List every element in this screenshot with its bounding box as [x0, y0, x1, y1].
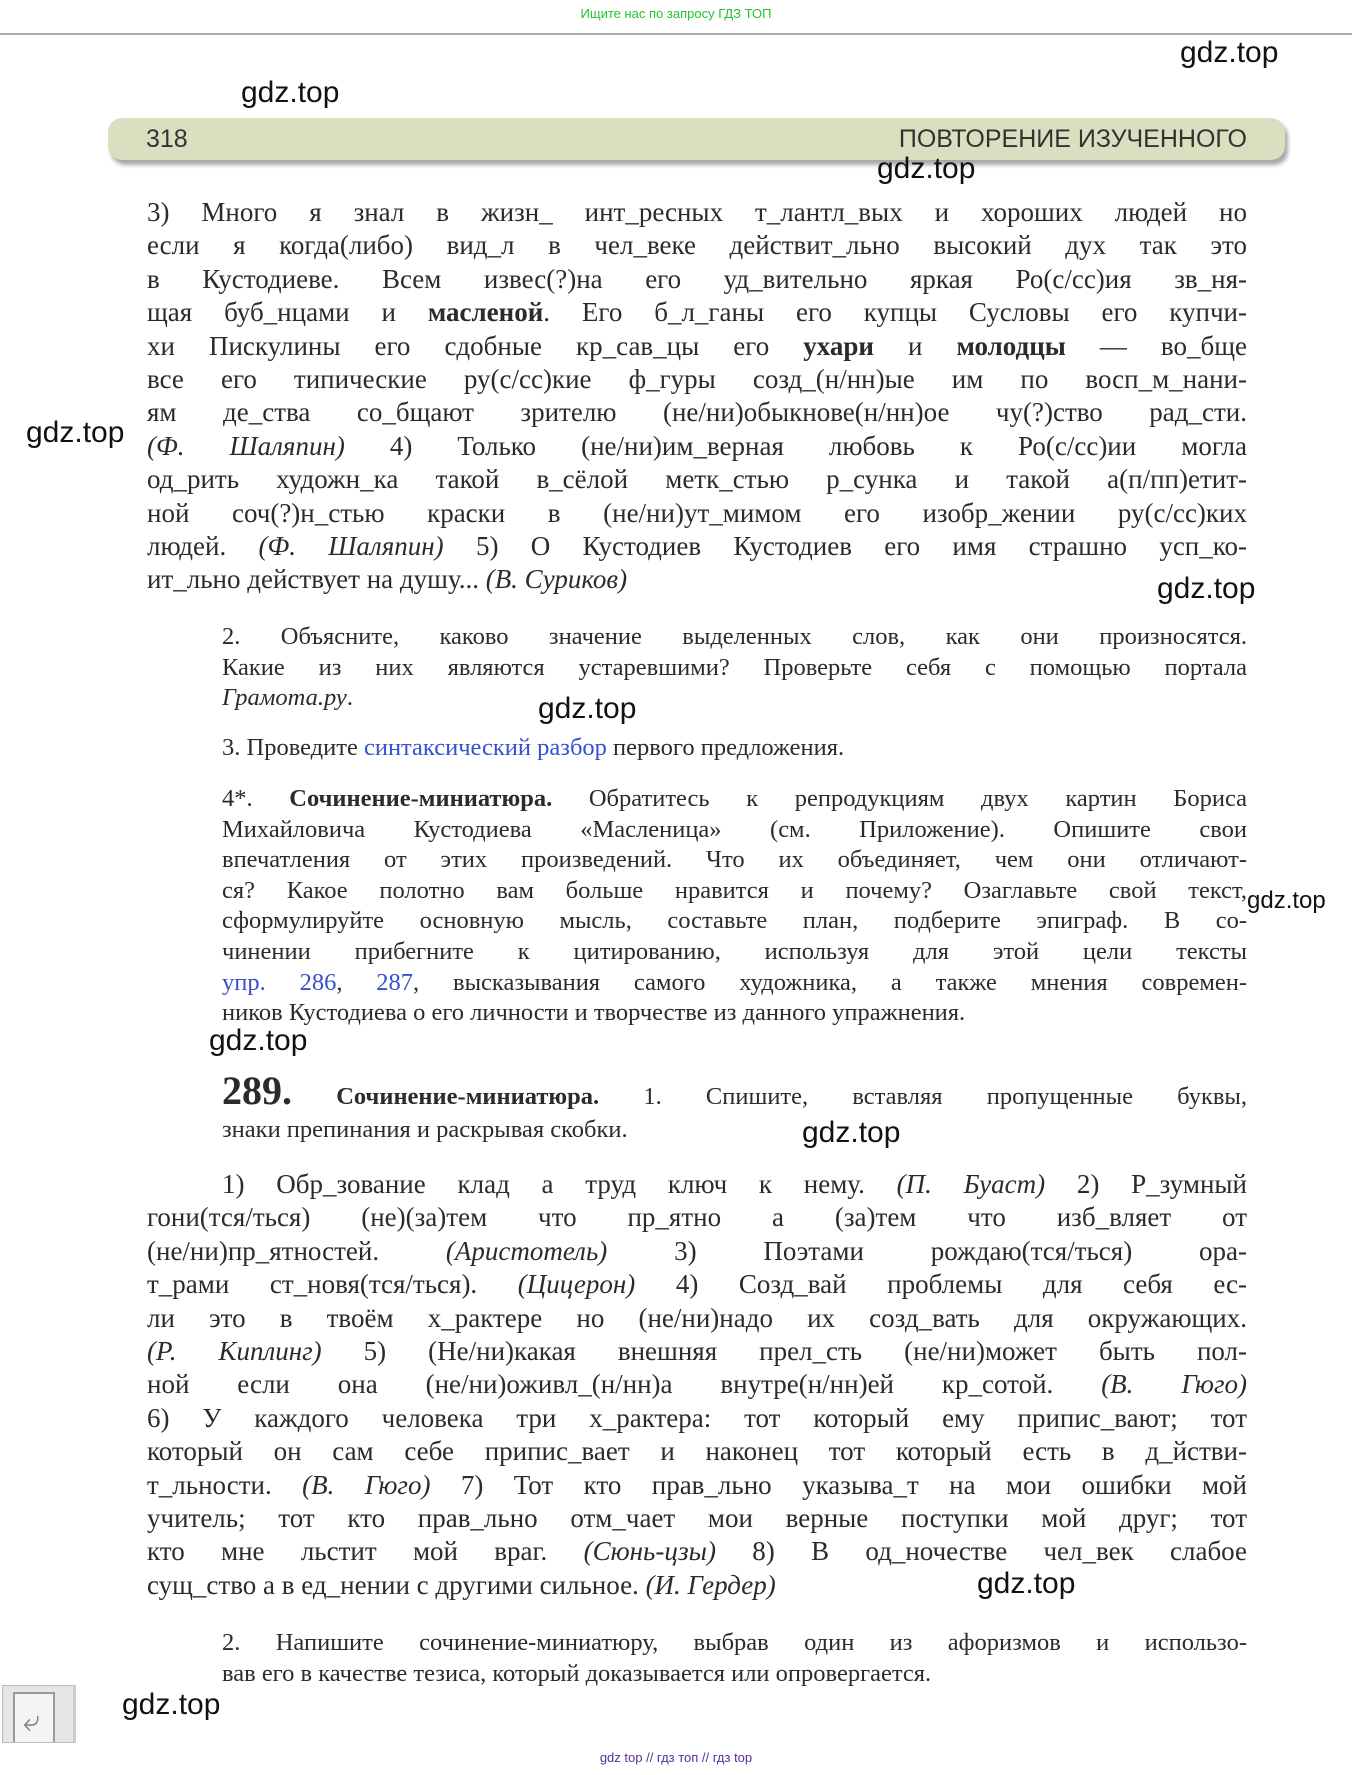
- task-2-explain: [222, 622, 1247, 714]
- watermark: gdz.top: [122, 1688, 221, 1721]
- text-segment: 1) Обр_зование клад а труд ключ к нему.: [222, 1169, 897, 1199]
- text-segment: 7) Тот кто прав_льно указыва_т на мои ошибки мой: [430, 1469, 1247, 1500]
- text-line: [147, 1368, 1247, 1401]
- author-citation: (Аристотель): [445, 1235, 608, 1266]
- text-segment: . Его б_л_ганы его купцы Сусловы его купчи-: [543, 297, 1247, 328]
- text-line: [222, 845, 1247, 876]
- text-segment: 2. Объясните, каково значение выделенных слов, как они произносятся.: [222, 623, 1247, 650]
- watermark: gdz.top: [1157, 572, 1256, 605]
- text-segment: ли это в твоём х_рактере но (не/ни)надо их созд_вать для окружающих.: [147, 1302, 1247, 1333]
- text-line: [147, 1435, 1247, 1468]
- watermark: gdz.top: [241, 76, 340, 109]
- text-segment: 3. Проведите: [222, 734, 364, 761]
- text-segment: (не/ни)пр_ятностей.: [147, 1235, 446, 1266]
- bold-term: Сочинение-миниатюра.: [336, 1083, 600, 1110]
- author-citation: (В. Гюго): [1101, 1369, 1247, 1400]
- text-segment: т_рами ст_новя(тся/ться).: [147, 1269, 518, 1300]
- link[interactable]: упр. 286: [222, 968, 337, 996]
- text-segment: вав его в качестве тезиса, который доказывается или опровергается.: [222, 1659, 932, 1687]
- text-segment: 2) Р_зумный: [1045, 1169, 1247, 1199]
- text-line: [147, 1168, 1247, 1201]
- text-line: [222, 937, 1247, 968]
- text-line: [147, 1335, 1247, 1368]
- watermark: gdz.top: [802, 1116, 901, 1149]
- author-citation: Грамота.ру: [222, 684, 347, 712]
- text-line: [147, 229, 1247, 262]
- text-segment: первого предложения.: [606, 734, 845, 761]
- text-line: [222, 968, 1247, 999]
- text-line: [222, 876, 1247, 907]
- task-4-essay: [222, 784, 1247, 1029]
- text-line: [147, 396, 1247, 429]
- text-line: [222, 1113, 1247, 1146]
- text-line: [147, 296, 1247, 329]
- text-line: [147, 563, 1247, 596]
- text-line: [147, 1201, 1247, 1234]
- text-line: [147, 430, 1247, 463]
- text-segment: од_рить художн_ка такой в_сёлой метк_стью р_сунка и такой а(п/пп)етит-: [147, 464, 1247, 495]
- text-segment: [292, 1083, 336, 1110]
- back-document-icon[interactable]: [2, 1685, 76, 1743]
- text-segment: 4) Только (не/ни)им_верная любовь к Ро(с/сс)ии могла: [344, 430, 1247, 461]
- text-line: [147, 1502, 1247, 1535]
- bold-term: масленой: [427, 297, 544, 328]
- text-line: [147, 1302, 1247, 1335]
- page-header-band: [108, 118, 1285, 160]
- author-citation: (Сюнь-цзы): [583, 1536, 716, 1567]
- text-line: [147, 1535, 1247, 1568]
- bold-term: ухари: [803, 330, 874, 361]
- exercise-text-paragraph-1: [147, 196, 1247, 597]
- author-citation: (Ф. Шаляпин): [147, 430, 345, 461]
- text-segment: все его типические ру(с/сс)кие ф_гуры созд_(н/нн)ые им по восп_м_нани-: [147, 364, 1247, 395]
- text-line: [222, 622, 1247, 653]
- exercise-289-heading: [222, 1068, 1248, 1146]
- text-segment: ит_льно действует на душу...: [147, 564, 486, 595]
- text-line: [222, 1628, 1247, 1659]
- text-line: [222, 815, 1247, 846]
- watermark: gdz.top: [1247, 887, 1326, 914]
- text-segment: , высказывания самого художника, а также мнения современ-: [413, 968, 1247, 996]
- text-segment: знаки препинания и раскрывая скобки.: [222, 1116, 628, 1143]
- text-line: [222, 998, 1247, 1029]
- text-line: [147, 1469, 1247, 1502]
- text-line: [147, 196, 1247, 229]
- arrow-back-icon: ⤶: [23, 1704, 40, 1739]
- text-segment: и: [873, 330, 957, 361]
- text-line: [147, 497, 1247, 530]
- bold-term: молодцы: [956, 330, 1066, 361]
- text-segment: 1. Спишите, вставляя пропущенные буквы,: [599, 1083, 1248, 1110]
- watermark: gdz.top: [977, 1567, 1076, 1600]
- link[interactable]: 287: [376, 968, 414, 996]
- text-segment: сущ_ство а в ед_нении с другими сильное.: [147, 1569, 646, 1600]
- text-line: [147, 330, 1247, 363]
- text-segment: 8) В од_ночестве чел_век слабое: [715, 1536, 1247, 1567]
- watermark: gdz.top: [538, 692, 637, 725]
- text-line: [222, 1068, 1248, 1113]
- text-segment: .: [346, 684, 353, 712]
- footer-links[interactable]: gdz top // гдз топ // гдз top: [599, 1750, 753, 1765]
- text-line: [222, 1659, 1247, 1690]
- text-segment: 5) О Кустодиев Кустодиев его имя страшно усп_ко-: [443, 531, 1247, 562]
- text-segment: кто мне льстит мой враг.: [147, 1536, 584, 1567]
- text-segment: людей.: [147, 531, 259, 562]
- text-segment: 3) Много я знал в жизн_ инт_ресных т_лантл_вых и хороших людей но: [147, 197, 1247, 227]
- text-line: [147, 363, 1247, 396]
- text-segment: 6) У каждого человека три х_рактера: тот который ему припис_вают; тот: [147, 1402, 1247, 1433]
- text-segment: 2. Напишите сочинение-миниатюру, выбрав один из афоризмов и использо-: [222, 1629, 1247, 1656]
- text-segment: гони(тся/ться) (не)(за)тем что пр_ятно а (за)тем что изб_вляет от: [147, 1202, 1247, 1233]
- text-line: [147, 1569, 1247, 1602]
- text-segment: если я когда(либо) вид_л в чел_веке действит_льно высокий дух так это: [147, 230, 1247, 261]
- task-2-final: [222, 1628, 1247, 1689]
- text-segment: впечатления от этих произведений. Что их объединяет, чем они отличают-: [222, 846, 1247, 874]
- text-line: [147, 1268, 1247, 1301]
- watermark: gdz.top: [1180, 36, 1279, 69]
- text-line: [222, 906, 1247, 937]
- exercise-text-paragraph-2: [147, 1168, 1247, 1602]
- section-title: ПОВТОРЕНИЕ ИЗУЧЕННОГО: [898, 125, 1247, 153]
- author-citation: (И. Гердер): [645, 1569, 776, 1600]
- link[interactable]: синтаксический разбор: [363, 734, 607, 761]
- text-line: [222, 733, 1247, 764]
- watermark: gdz.top: [877, 152, 976, 185]
- text-segment: сформулируйте основную мысль, составьте план, подберите эпиграф. В со-: [222, 907, 1247, 935]
- top-search-note: Ищите нас по запросу ГДЗ ТОП: [580, 6, 772, 21]
- author-citation: (Р. Киплинг): [147, 1336, 322, 1367]
- text-segment: ся? Какое полотно вам больше нравится и почему? Озаглавьте свой текст,: [222, 876, 1247, 904]
- text-segment: ной если она (не/ни)оживл_(н/нн)а внутре(н/нн)ей кр_сотой.: [147, 1369, 1102, 1400]
- text-segment: Обратитесь к репродукциям двух картин Бориса: [552, 785, 1247, 812]
- task-3-parse: [222, 733, 1247, 764]
- text-segment: Михайловича Кустодиева «Масленица» (см. Приложение). Опишите свои: [222, 815, 1247, 843]
- text-segment: хи Пискулины его сдобные кр_сав_цы его: [147, 330, 804, 361]
- exercise-number: 289.: [222, 1068, 292, 1113]
- text-segment: т_льности.: [147, 1469, 303, 1500]
- text-line: [222, 653, 1247, 684]
- author-citation: (Цицерон): [517, 1269, 636, 1300]
- text-line: [147, 463, 1247, 496]
- text-segment: учитель; тот кто прав_льно отм_чает мои верные поступки мой друг; тот: [147, 1503, 1247, 1534]
- text-segment: 4*.: [222, 785, 290, 812]
- text-line: [147, 530, 1247, 563]
- author-citation: (В. Суриков): [485, 564, 628, 595]
- page-number: 318: [146, 125, 188, 153]
- text-segment: ,: [336, 968, 377, 996]
- author-citation: (П. Буаст): [896, 1169, 1046, 1199]
- text-segment: щая буб_нцами и: [147, 297, 428, 328]
- text-segment: который он сам себе припис_вает и наконец тот который есть в д_йстви-: [147, 1436, 1247, 1467]
- text-segment: 4) Созд_вай проблемы для себя ес-: [635, 1269, 1247, 1300]
- text-line: [147, 1402, 1247, 1435]
- text-segment: ной соч(?)н_стью краски в (не/ни)ут_мимом его изобр_жении ру(с/сс)ких: [147, 497, 1247, 528]
- text-segment: ям де_ства со_бщают зрителю (не/ни)обыкнове(н/нн)ое чу(?)ство рад_сти.: [147, 397, 1247, 428]
- text-line: [147, 1235, 1247, 1268]
- text-segment: в Кустодиеве. Всем извес(?)на его уд_вительно яркая Ро(с/сс)ия зв_ня-: [147, 263, 1247, 294]
- text-segment: Какие из них являются устаревшими? Проверьте себя с помощью портала: [222, 653, 1247, 681]
- divider: [0, 33, 1352, 35]
- text-line: [222, 683, 1247, 714]
- text-line: [222, 784, 1247, 815]
- author-citation: (В. Гюго): [302, 1469, 431, 1500]
- text-segment: 5) (Не/ни)какая внешняя прел_сть (не/ни)может быть пол-: [321, 1336, 1247, 1367]
- text-segment: — во_бще: [1065, 330, 1247, 361]
- text-segment: чинении прибегните к цитированию, используя для этой цели тексты: [222, 937, 1247, 965]
- text-segment: ников Кустодиева о его личности и творчестве из данного упражнения.: [222, 999, 966, 1027]
- author-citation: (Ф. Шаляпин): [258, 531, 444, 562]
- bold-term: Сочинение-миниатюра.: [289, 785, 553, 812]
- text-segment: 3) Поэтами рождаю(тся/ться) ора-: [607, 1235, 1247, 1266]
- watermark: gdz.top: [209, 1024, 308, 1057]
- text-line: [147, 263, 1247, 296]
- watermark: gdz.top: [26, 416, 125, 449]
